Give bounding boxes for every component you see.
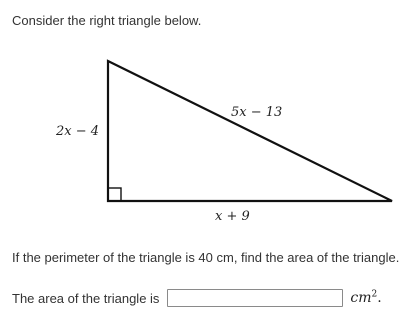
triangle-shape bbox=[108, 61, 392, 201]
left-side-label: 2x − 4 bbox=[56, 124, 100, 139]
problem-question: If the perimeter of the triangle is 40 cm, find the area of the triangle. bbox=[12, 250, 400, 265]
answer-row bbox=[12, 287, 382, 309]
bottom-side-label: x + 9 bbox=[215, 209, 250, 224]
problem-intro: Consider the right triangle below. bbox=[12, 13, 202, 28]
unit-suffix: . bbox=[377, 290, 382, 306]
right-angle-marker bbox=[108, 188, 121, 201]
unit-base: cm bbox=[350, 290, 372, 306]
hypotenuse-label: 5x − 13 bbox=[231, 105, 283, 120]
answer-label: The area of the triangle is bbox=[12, 290, 160, 306]
area-answer-input[interactable] bbox=[167, 289, 343, 307]
unit-exponent: 2 bbox=[371, 289, 378, 300]
unit-label bbox=[350, 290, 381, 306]
